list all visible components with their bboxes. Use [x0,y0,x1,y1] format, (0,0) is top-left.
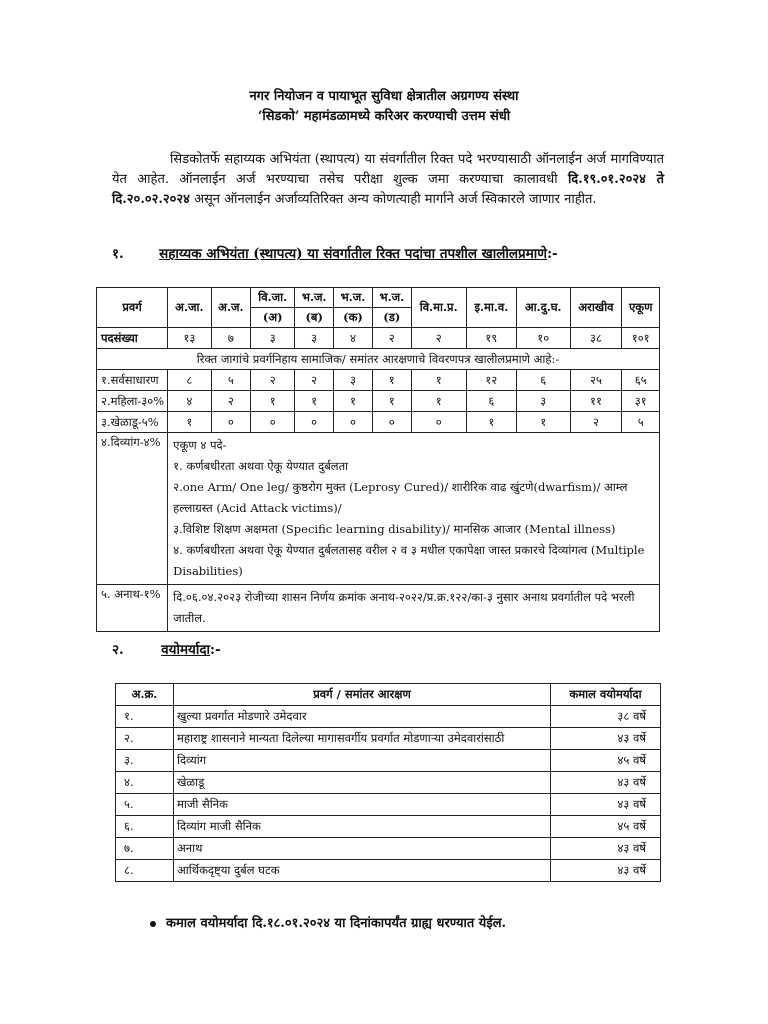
posts-value: २ [411,328,466,349]
age-max: ४३ वर्षे [551,860,661,882]
reservation-value: ० [251,412,295,433]
posts-value: १९ [466,328,516,349]
reservation-value: ६ [466,391,516,412]
age-serial: ८. [116,860,174,882]
reservation-value: १ [251,391,295,412]
age-max: ४३ वर्षे [551,838,661,860]
reservation-note: रिक्त जागांचे प्रवर्गनिहाय सामाजिक/ समांतर आरक्षणाचे विवरणपत्र खालीलप्रमाणे आहे:- [97,349,660,370]
section-2-number: २. [112,642,124,658]
age-max: ४३ वर्षे [551,728,661,750]
intro-text-1: सिडकोतर्फे सहाय्यक अभियंता (स्थापत्य) या संवर्गातील रिक्त पदे भरण्यासाठी ऑनलाईन अर्ज मागविण्यात येत आहेत. ऑनलाईन अर्ज भरण्याचा तसेच परीक्षा शुल्क जमा करण्याचा कालावधी [112,152,664,187]
column-header-10: एकूण [622,288,660,328]
age-table-header-row [116,684,661,706]
age-category: अनाथ [174,838,551,860]
column-header-8: आ.दु.घ. [516,288,570,328]
age-category: आर्थिकदृष्ट्या दुर्बल घटक [174,860,551,882]
column-header-3: भ.ज. [295,288,334,308]
reservation-value: २ [211,391,251,412]
column-subheader-3: (ब) [295,308,334,328]
reservation-value: २५ [570,370,622,391]
reservation-value: १ [516,412,570,433]
section-1-heading [112,244,558,262]
bullet-icon [150,921,156,927]
reservation-value: ० [334,412,373,433]
age-table-row [116,750,661,772]
reservation-value: ० [372,412,411,433]
age-max: ४३ वर्षे [551,772,661,794]
orphan-row [97,585,660,632]
posts-value: २ [372,328,411,349]
section-2-title: वयोमर्यादा [161,642,211,658]
reservation-value: ५ [622,412,660,433]
column-header-4: भ.ज. [334,288,373,308]
reservation-value: १ [411,391,466,412]
age-col-serial: अ.क्र. [116,684,174,706]
reservation-value: ३१ [622,391,660,412]
column-header-2: वि.जा. [251,288,295,308]
reservation-value: २ [570,412,622,433]
age-serial: २. [116,728,174,750]
section-2-suffix: :- [210,642,221,658]
header-line-2: ‘सिडको’ महामंडळामध्ये करिअर करण्याची उत्तम संधी [257,109,511,124]
reservation-value: ४ [168,391,211,412]
divyang-line: एकूण ४ पदे- [173,438,227,452]
category-header: प्रवर्ग [97,288,168,328]
posts-value: ३ [295,328,334,349]
reservation-value: ३ [334,370,373,391]
age-max: ४३ वर्षे [551,794,661,816]
age-serial: ६. [116,816,174,838]
age-table-row [116,816,661,838]
reservation-value: १ [334,391,373,412]
age-table-row [116,838,661,860]
age-max: ३८ वर्षे [551,706,661,728]
posts-label: पदसंख्या [97,328,168,349]
reservation-value: ० [295,412,334,433]
age-table-row [116,772,661,794]
reservation-value: ० [411,412,466,433]
reservation-value: १ [295,391,334,412]
orphan-label: ५. अनाथ-१% [97,585,168,632]
divyang-line: १. कर्णबधीरता अथवा ऐकू येण्यात दुर्बलता [173,459,349,473]
vacancy-table [96,287,660,632]
reservation-value: ६५ [622,370,660,391]
column-header-0: अ.जा. [168,288,211,328]
age-serial: ७. [116,838,174,860]
age-note [150,913,506,931]
age-serial: ४. [116,772,174,794]
age-note-text: कमाल वयोमर्यादा दि.१८.०१.२०२४ या दिनांकापर्यंत ग्राह्य धरण्यात येईल. [166,916,507,931]
age-max: ४५ वर्षे [551,750,661,772]
age-category: महाराष्ट्र शासनाने मान्यता दिलेल्या मागासवर्गीय प्रवर्गात मोडणाऱ्या उमेदवारांसाठी [174,728,551,750]
age-category: खुल्या प्रवर्गात मोडणारे उमेदवार [174,706,551,728]
reservation-note-row [97,349,660,370]
age-limit-table [115,683,661,882]
reservation-value: १ [372,391,411,412]
reservation-value: १ [466,412,516,433]
column-subheader-2: (अ) [251,308,295,328]
age-category: दिव्यांग [174,750,551,772]
column-subheader-5: (ड) [372,308,411,328]
posts-value: ३ [251,328,295,349]
age-table-row [116,794,661,816]
age-max: ४५ वर्षे [551,816,661,838]
column-header-5: भ.ज. [372,288,411,308]
column-header-7: इ.मा.व. [466,288,516,328]
reservation-value: १ [372,370,411,391]
reservation-row [97,391,660,412]
reservation-value: २ [295,370,334,391]
divyang-row [97,433,660,585]
age-serial: ५. [116,794,174,816]
age-table-row [116,706,661,728]
posts-value: १०१ [622,328,660,349]
reservation-value: ६ [516,370,570,391]
divyang-details [168,433,660,585]
reservation-value: ० [211,412,251,433]
reservation-row-label: १.सर्वसाधारण [97,370,168,391]
section-1-title: सहाय्यक अभियंता (स्थापत्य) या संवर्गातील रिक्त पदांचा तपशील खालीलप्रमाणे [159,246,548,262]
reservation-value: ८ [168,370,211,391]
vacancy-header-row-top [97,288,660,308]
age-col-max-age: कमाल वयोमर्यादा [551,684,661,706]
reservation-value: ११ [570,391,622,412]
reservation-row-label: २.महिला-३०% [97,391,168,412]
age-table-row [116,860,661,882]
age-category: खेळाडू [174,772,551,794]
age-serial: १. [116,706,174,728]
divyang-label: ४.दिव्यांग-४% [97,433,168,585]
column-header-6: वि.मा.प्र. [411,288,466,328]
posts-value: १० [516,328,570,349]
column-header-1: अ.ज. [211,288,251,328]
age-category: दिव्यांग माजी सैनिक [174,816,551,838]
orphan-text: दि.०६.०४.२०२३ रोजीच्या शासन निर्णय क्रमांक अनाथ-२०२२/प्र.क्र.१२२/का-३ नुसार अनाथ प्रवर्गातील पदे भरली जातील. [168,585,660,632]
intro-date-range: दि.१९.०१.२०२४ ते दि.२०.०२.२०२४ [112,172,664,207]
divyang-line: २.one Arm/ One leg/ कुष्ठरोग मुक्त (Leprosy Cured)/ शारीरिक वाढ खुंटणे(dwarfism)/ आम्ल हल्लाग्रस्त (Acid Attack victims)/ [173,480,628,515]
divyang-line: ४. कर्णबधीरता अथवा ऐकू येण्यात दुर्बलतासह वरील २ व ३ मधील एकापेक्षा जास्त प्रकारचे दिव्यांगत्व (Multiple Disabilities) [173,543,645,578]
reservation-row [97,412,660,433]
intro-paragraph [112,150,664,210]
column-subheader-4: (क) [334,308,373,328]
age-serial: ३. [116,750,174,772]
reservation-value: २ [251,370,295,391]
column-header-9: अराखीव [570,288,622,328]
section-1-number: १. [112,246,124,262]
posts-row [97,328,660,349]
posts-value: ७ [211,328,251,349]
reservation-row-label: ३.खेळाडू-५% [97,412,168,433]
reservation-value: ५ [211,370,251,391]
posts-value: ४ [334,328,373,349]
reservation-value: १२ [466,370,516,391]
posts-value: ३८ [570,328,622,349]
reservation-value: ३ [516,391,570,412]
age-category: माजी सैनिक [174,794,551,816]
header-line-1: नगर नियोजन व पायाभूत सुविधा क्षेत्रातील अग्रगण्य संस्था [249,89,519,104]
section-1-suffix: :- [547,246,558,262]
reservation-value: १ [168,412,211,433]
intro-text-2: असून ऑनलाईन अर्जाव्यतिरिक्त अन्य कोणत्याही मार्गाने अर्ज स्विकारले जाणार नाहीत. [194,192,597,207]
section-2-heading [112,640,221,658]
age-table-row [116,728,661,750]
age-col-category: प्रवर्ग / समांतर आरक्षण [174,684,551,706]
reservation-row [97,370,660,391]
reservation-value: १ [411,370,466,391]
posts-value: १३ [168,328,211,349]
divyang-line: ३.विशिष्ट शिक्षण अक्षमता (Specific learning disability)/ मानसिक आजार (Mental illness) [173,522,616,536]
